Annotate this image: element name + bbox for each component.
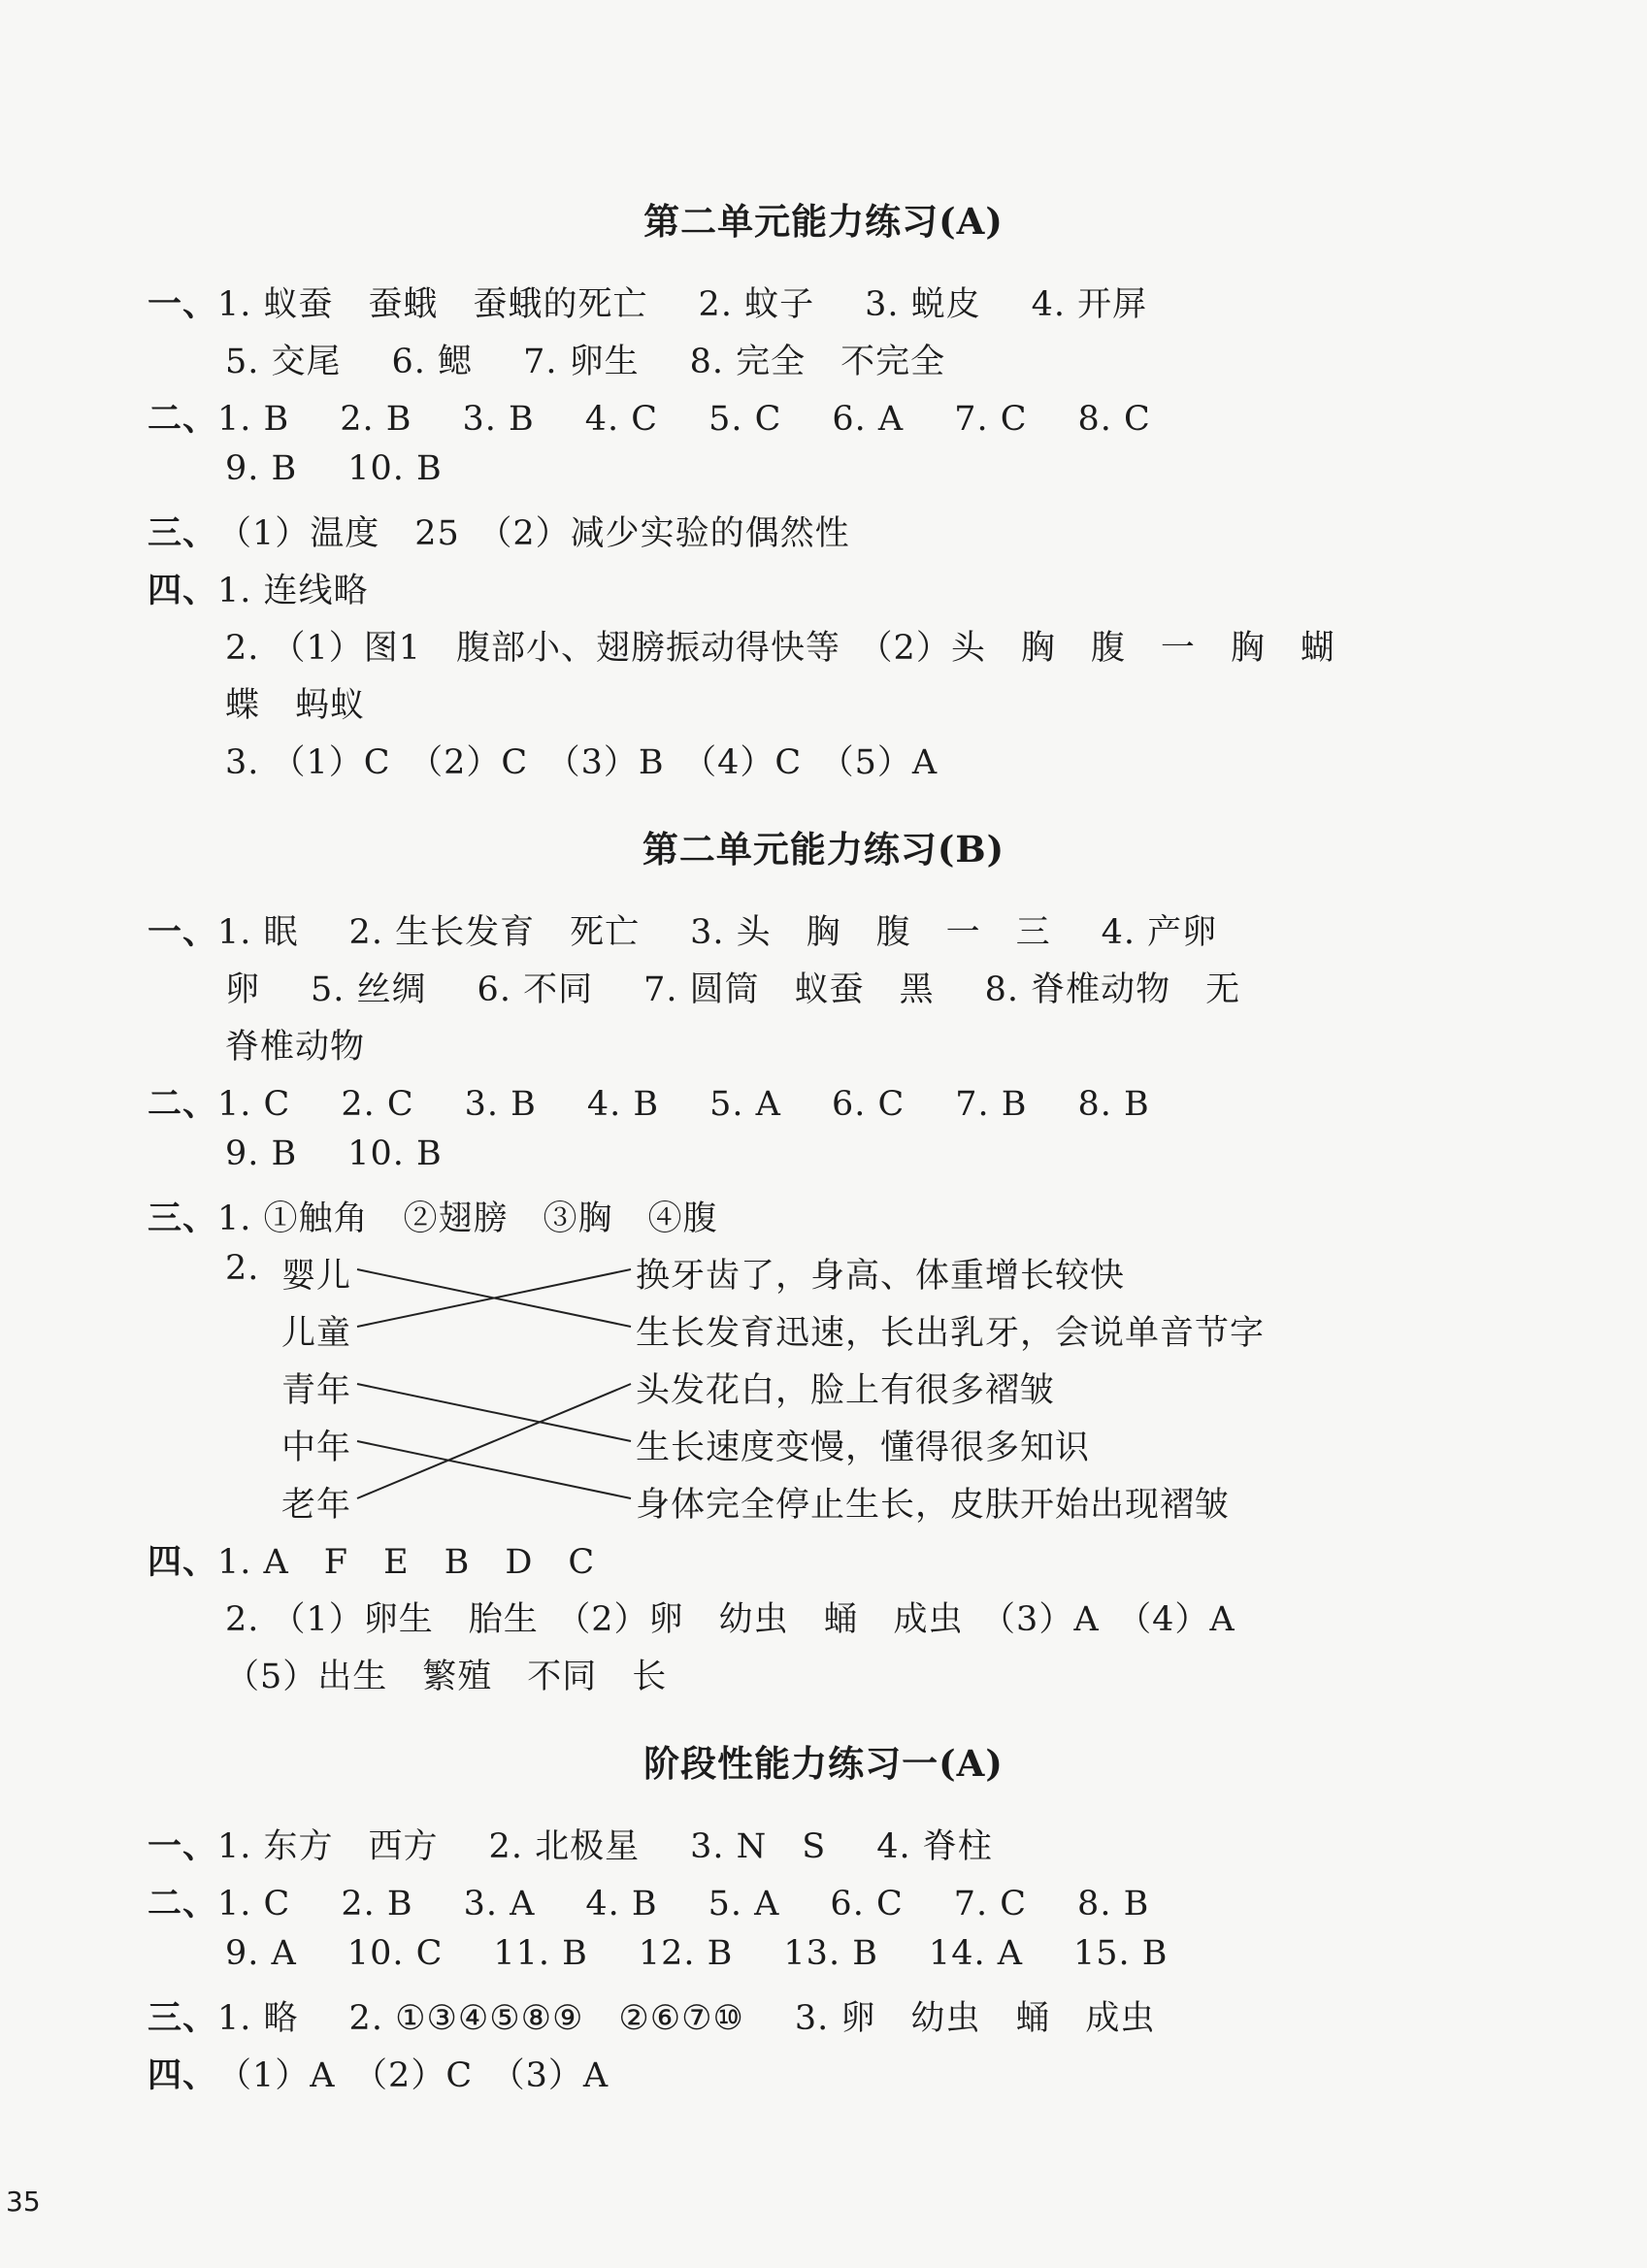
answer-item: 6. C <box>830 1885 904 1923</box>
match-line <box>357 1441 631 1498</box>
answer-line <box>148 1192 718 1240</box>
answer-item: 9. B <box>225 449 298 488</box>
answer-item: 蝶 蚂蚁 <box>225 686 366 725</box>
answer-item: 3. B <box>462 400 535 439</box>
answer-item: 6. 鳃 <box>391 343 474 381</box>
answer-line <box>225 621 1335 670</box>
answer-line <box>148 1991 1155 2040</box>
answer-item: 5. 丝绸 <box>311 970 427 1009</box>
section-title-c: 阶段性能力练习一(A) <box>643 1742 1004 1785</box>
match-right-item: 头发花白，脸上有很多褶皱 <box>636 1371 1056 1410</box>
answer-item: 15. B <box>1073 1934 1169 1973</box>
answer-item: 7. 卵生 <box>523 343 640 381</box>
match-left-item: 婴儿 <box>281 1257 352 1296</box>
section-title-b: 第二单元能力练习(B) <box>642 828 1005 871</box>
answer-item: 4. 脊柱 <box>876 1827 993 1866</box>
match-right-item: 身体完全停止生长，皮肤开始出现褶皱 <box>636 1486 1231 1525</box>
match-right-item: 生长发育迅速，长出乳牙，会说单音节字 <box>636 1314 1266 1353</box>
answer-item: 10. C <box>346 1934 444 1973</box>
answer-line <box>225 678 365 727</box>
answer-item: 1. C <box>217 1085 291 1124</box>
answer-item: 2. （1）图1 腹部小、翅膀振动得快等 （2）头 胸 腹 一 胸 蝴 <box>225 629 1335 668</box>
match-left-item: 老年 <box>281 1486 352 1525</box>
answer-item: 3. 头 胸 腹 一 三 <box>690 913 1051 952</box>
answer-item: 10. B <box>347 1134 443 1173</box>
question-label: 一、 <box>148 284 218 324</box>
question-label: 一、 <box>148 1826 218 1866</box>
answer-item: 4. B <box>586 1085 660 1124</box>
answer-item: 8. 脊椎动物 无 <box>984 970 1241 1009</box>
answer-item: 1. 略 <box>217 1999 299 2038</box>
question-label: 四、 <box>148 571 218 610</box>
answer-line <box>148 905 1217 954</box>
answer-line <box>148 1820 993 1868</box>
answer-item: 6. 不同 <box>477 970 594 1009</box>
answer-item: 3. B <box>464 1085 537 1124</box>
answer-item: 13. B <box>783 1934 878 1973</box>
question-label: 三、 <box>148 513 218 553</box>
question-label: 二、 <box>148 399 218 439</box>
answer-item: 2. 北极星 <box>488 1827 641 1866</box>
question-label: 三、 <box>148 1998 218 2038</box>
answer-line <box>225 736 938 784</box>
answer-item: 1. 眠 <box>217 913 299 952</box>
answer-line <box>225 1593 1235 1641</box>
match-line <box>357 1384 631 1441</box>
answer-item: 5. A <box>708 1885 780 1923</box>
answer-item: 1. C <box>217 1885 291 1923</box>
match-left-item: 中年 <box>281 1429 352 1467</box>
answer-item: 7. B <box>955 1085 1028 1124</box>
answer-line <box>148 564 369 612</box>
answer-item: 8. B <box>1077 1085 1150 1124</box>
answer-item: 2. （1）卵生 胎生 （2）卵 幼虫 蛹 成虫 （3）A （4）A <box>225 1600 1235 1639</box>
answer-item: 3. 蜕皮 <box>865 285 981 324</box>
answer-item: 1. 东方 西方 <box>217 1827 439 1866</box>
answer-line <box>148 2049 609 2097</box>
answer-item: 2. B <box>341 1885 413 1923</box>
answer-line <box>225 449 443 488</box>
answer-item: 10. B <box>347 449 443 488</box>
answer-line <box>225 1020 365 1068</box>
match-left-item: 儿童 <box>281 1314 352 1353</box>
match-prefix: 2. <box>225 1249 260 1288</box>
answer-item: 8. B <box>1077 1885 1150 1923</box>
answer-line <box>148 507 850 555</box>
answer-item: 7. C <box>954 400 1028 439</box>
answer-item: 2. 生长发育 死亡 <box>348 913 641 952</box>
answer-item: （5）出生 繁殖 不同 长 <box>225 1658 668 1696</box>
answer-item: 3. 卵 幼虫 蛹 成虫 <box>794 1999 1156 2038</box>
question-label: 四、 <box>148 1542 218 1582</box>
answer-line <box>148 1077 1150 1126</box>
answer-item: 8. C <box>1077 400 1151 439</box>
match-line <box>357 1269 631 1327</box>
answer-item: 5. 交尾 <box>225 343 342 381</box>
answer-line <box>148 278 1147 326</box>
answer-item: 12. B <box>638 1934 734 1973</box>
answer-item: 7. 圆筒 蚁蚕 黑 <box>643 970 935 1009</box>
answer-item: 4. C <box>584 400 659 439</box>
answer-item: 5. C <box>708 400 782 439</box>
answer-item: 4. 开屏 <box>1031 285 1148 324</box>
section-title-a: 第二单元能力练习(A) <box>643 200 1004 243</box>
answer-item: 1. 蚁蚕 蚕蛾 蚕蛾的死亡 <box>217 285 648 324</box>
match-right-item: 生长速度变慢，懂得很多知识 <box>636 1429 1091 1467</box>
answer-item: 脊椎动物 <box>225 1028 366 1067</box>
answer-item: 1. ①触角 ②翅膀 ③胸 ④腹 <box>217 1200 718 1238</box>
answer-line <box>225 1934 1169 1973</box>
answer-line <box>148 1877 1149 1925</box>
answer-item: 6. C <box>831 1085 906 1124</box>
answer-item: 3. N S <box>690 1827 827 1866</box>
match-line <box>357 1384 631 1498</box>
question-label: 四、 <box>148 2055 218 2095</box>
question-label: 三、 <box>148 1199 218 1238</box>
answer-item: 2. C <box>341 1085 414 1124</box>
match-line <box>357 1269 631 1327</box>
answer-item: 卵 <box>225 970 261 1009</box>
answer-line <box>225 335 945 383</box>
answer-line <box>148 1535 595 1584</box>
answer-line <box>148 392 1151 441</box>
answer-item: 5. A <box>709 1085 781 1124</box>
answer-item: （1）温度 25 （2）减少实验的偶然性 <box>217 514 850 553</box>
question-label: 一、 <box>148 912 218 952</box>
question-label: 二、 <box>148 1884 218 1923</box>
answer-item: 4. B <box>585 1885 658 1923</box>
answer-item: 2. 蚊子 <box>698 285 815 324</box>
answer-item: 2. ①③④⑤⑧⑨ ②⑥⑦⑩ <box>348 1999 744 2038</box>
answer-item: 3. （1）C （2）C （3）B （4）C （5）A <box>225 743 939 782</box>
answer-line <box>225 1134 443 1173</box>
answer-item: 11. B <box>493 1934 588 1973</box>
answer-item: 1. A F E B D C <box>217 1543 596 1582</box>
answer-item: 8. 完全 不完全 <box>689 343 946 381</box>
answer-item: （1）A （2）C （3）A <box>217 2056 609 2095</box>
question-label: 二、 <box>148 1084 218 1124</box>
answer-item: 3. A <box>463 1885 536 1923</box>
match-right-item: 换牙齿了，身高、体重增长较快 <box>636 1257 1126 1296</box>
answer-item: 1. 连线略 <box>217 572 369 610</box>
answer-item: 9. B <box>225 1134 298 1173</box>
answer-item: 1. B <box>217 400 290 439</box>
answer-line <box>225 1650 667 1698</box>
answer-item: 4. 产卵 <box>1101 913 1218 952</box>
match-left-item: 青年 <box>281 1371 352 1410</box>
answer-item: 2. B <box>340 400 412 439</box>
answer-item: 14. A <box>928 1934 1023 1973</box>
answer-item: 7. C <box>953 1885 1028 1923</box>
answer-item: 9. A <box>225 1934 297 1973</box>
page-number: 35 <box>6 2186 41 2218</box>
answer-line <box>225 963 1240 1011</box>
answer-item: 6. A <box>832 400 905 439</box>
